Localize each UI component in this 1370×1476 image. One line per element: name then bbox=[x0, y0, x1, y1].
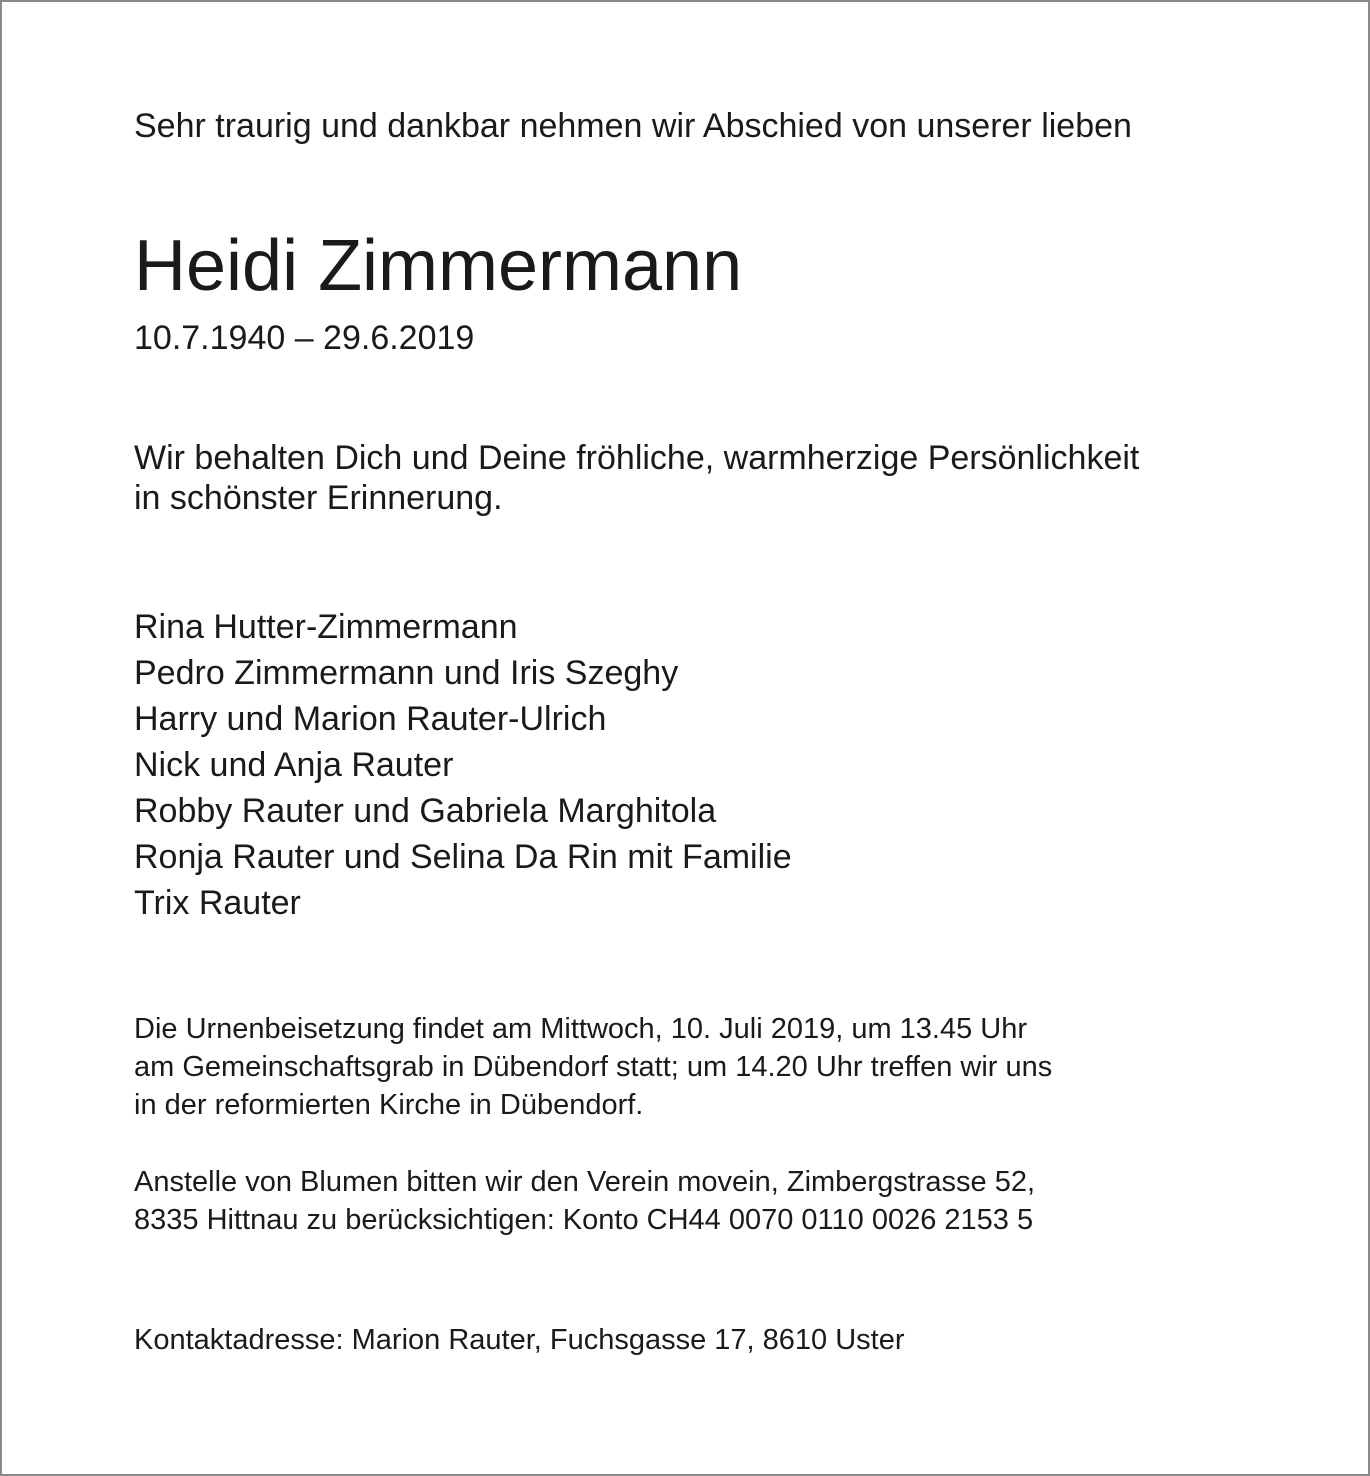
mourner-name: Ronja Rauter und Selina Da Rin mit Familie bbox=[134, 838, 792, 876]
contact-address: Kontaktadresse: Marion Rauter, Fuchsgasse 17, 8610 Uster bbox=[134, 1324, 905, 1356]
donation-line: Anstelle von Blumen bitten wir den Verein movein, Zimbergstrasse 52, bbox=[134, 1166, 1036, 1198]
service-line: in der reformierten Kirche in Dübendorf. bbox=[134, 1089, 644, 1121]
mourner-name: Pedro Zimmermann und Iris Szeghy bbox=[134, 654, 679, 692]
mourner-name: Rina Hutter-Zimmermann bbox=[134, 608, 518, 646]
life-dates: 10.7.1940 – 29.6.2019 bbox=[134, 319, 475, 357]
mourner-name: Trix Rauter bbox=[134, 884, 301, 922]
mourners-list bbox=[134, 604, 792, 926]
mourner-name: Robby Rauter und Gabriela Marghitola bbox=[134, 792, 717, 830]
service-line: am Gemeinschaftsgrab in Dübendorf statt; um 14.20 Uhr treffen wir uns bbox=[134, 1051, 1053, 1083]
quote-line: in schönster Erinnerung. bbox=[134, 479, 503, 517]
mourner-name: Harry und Marion Rauter-Ulrich bbox=[134, 700, 607, 738]
quote-line: Wir behalten Dich und Deine fröhliche, warmherzige Persönlichkeit bbox=[134, 439, 1140, 477]
service-info bbox=[134, 1010, 1052, 1124]
memorial-quote bbox=[134, 438, 1139, 518]
donation-info bbox=[134, 1163, 1035, 1239]
service-line: Die Urnenbeisetzung findet am Mittwoch, 10. Juli 2019, um 13.45 Uhr bbox=[134, 1013, 1028, 1045]
intro-text: Sehr traurig und dankbar nehmen wir Abschied von unserer lieben bbox=[134, 107, 1132, 145]
donation-line: 8335 Hittnau zu berücksichtigen: Konto CH44 0070 0110 0026 2153 5 bbox=[134, 1204, 1034, 1236]
mourner-name: Nick und Anja Rauter bbox=[134, 746, 454, 784]
deceased-name: Heidi Zimmermann bbox=[134, 226, 743, 306]
